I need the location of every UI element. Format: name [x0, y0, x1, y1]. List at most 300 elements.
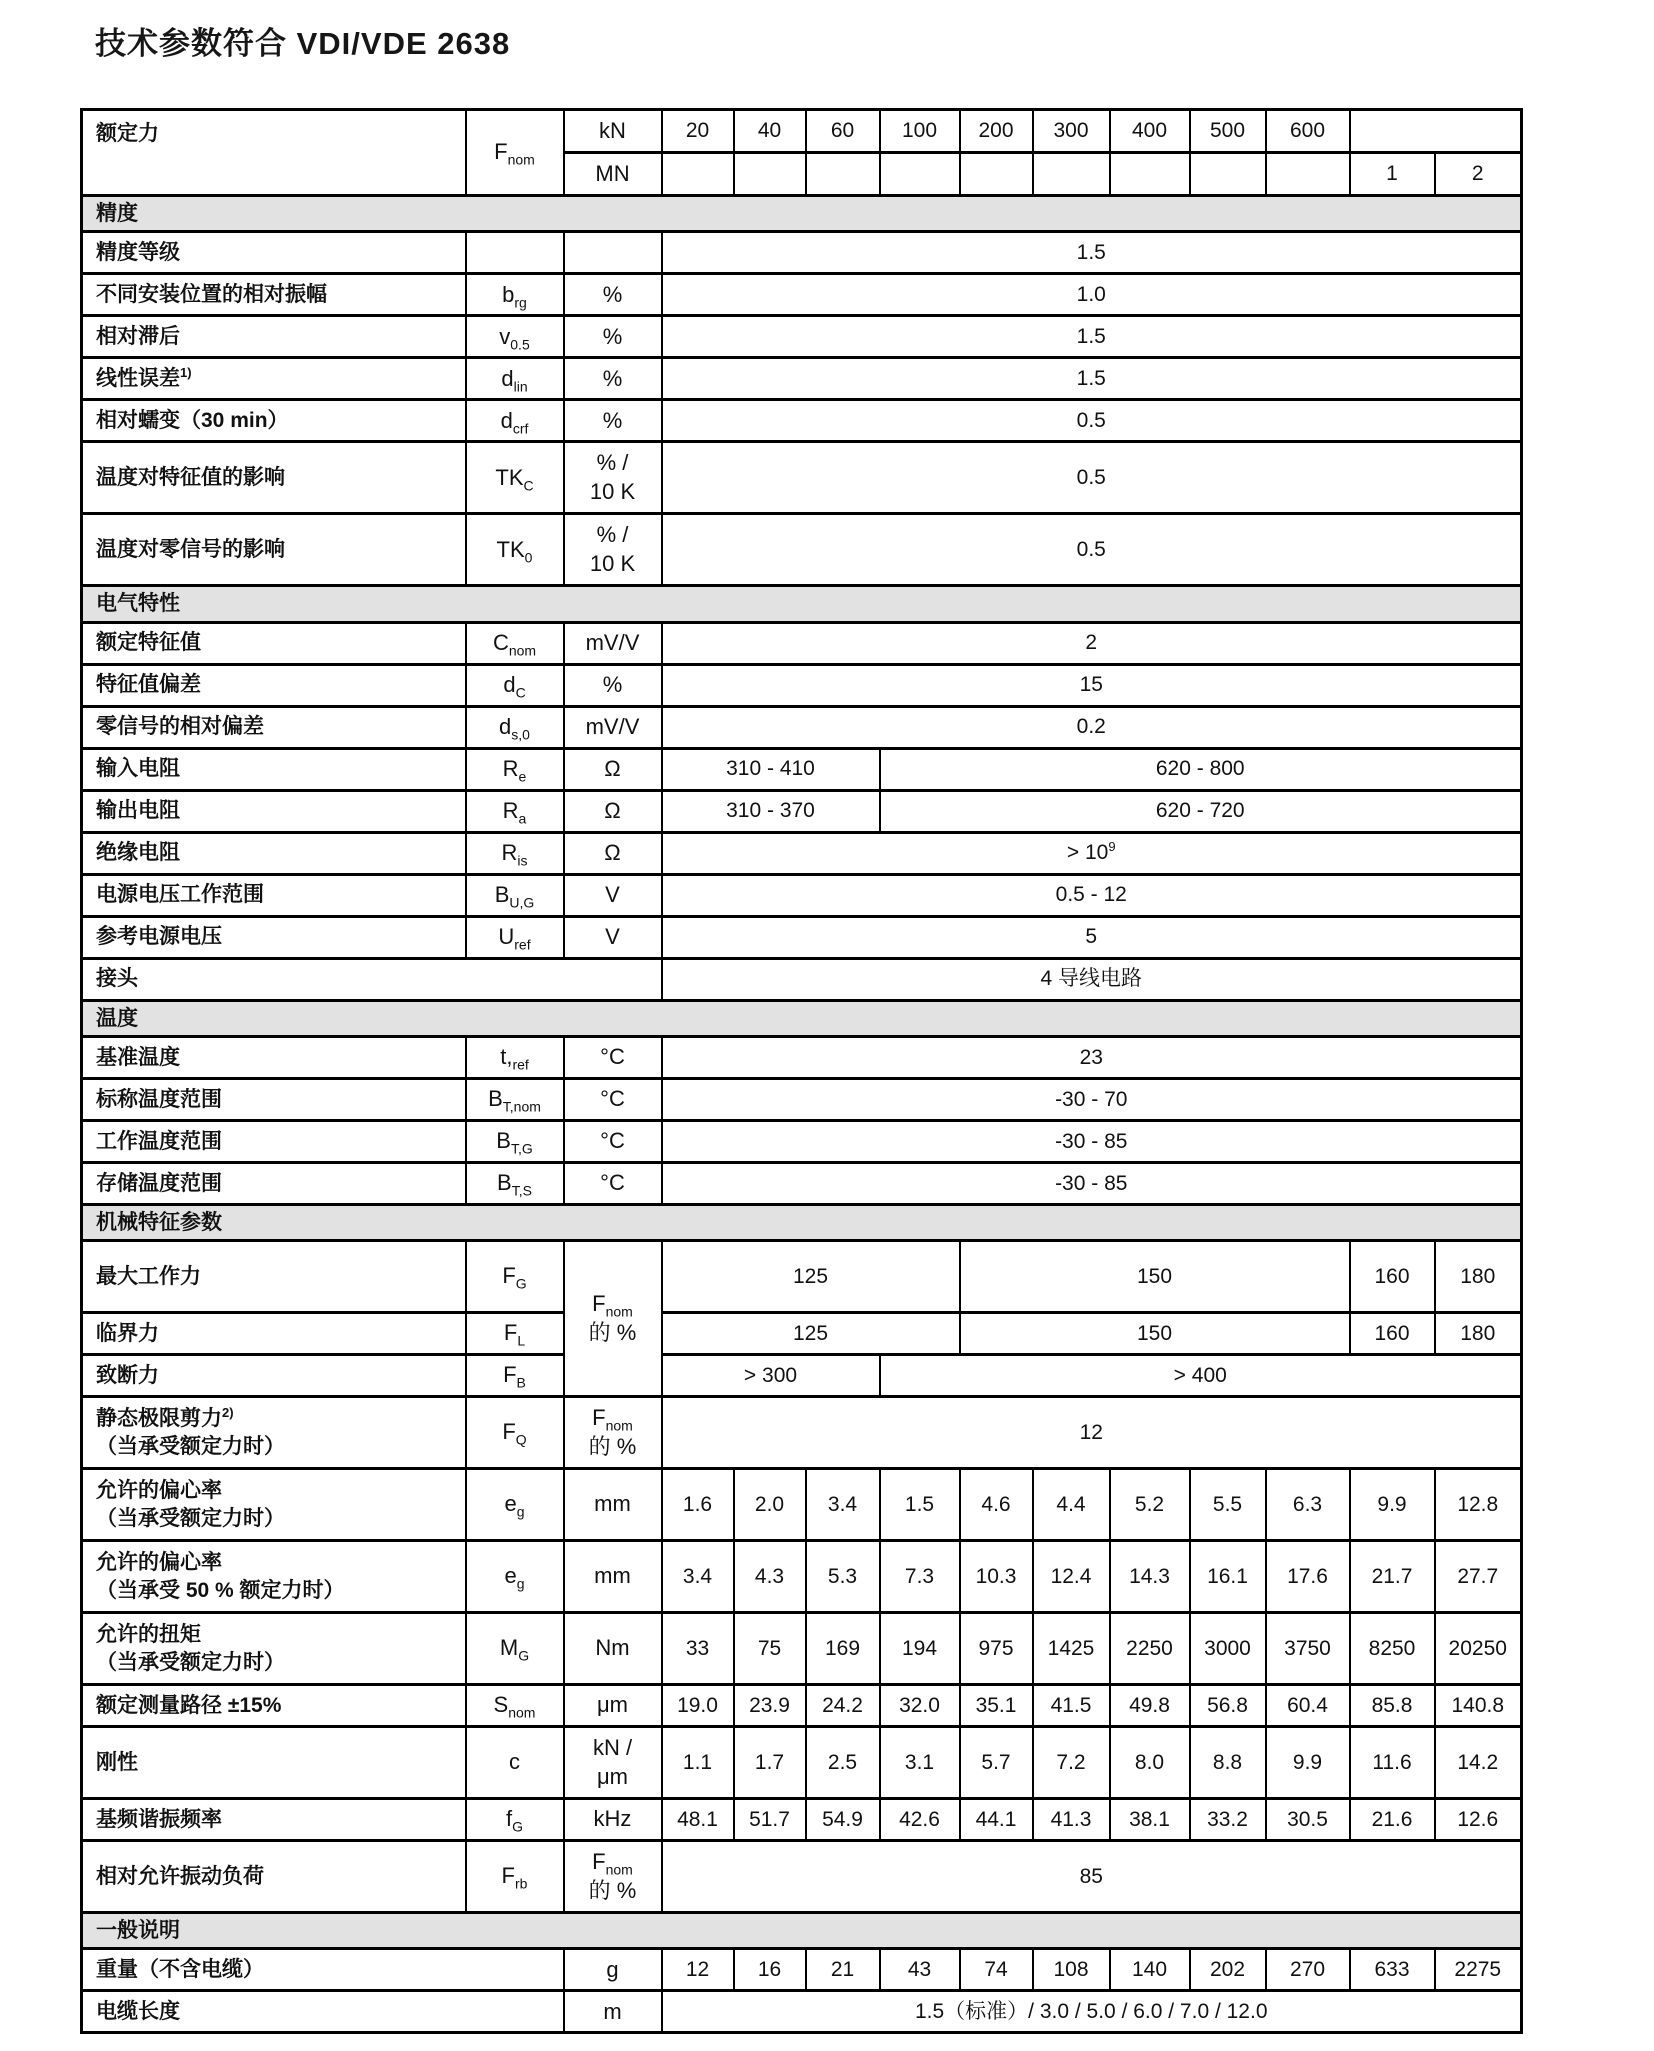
section-label: 一般说明	[82, 1913, 1522, 1949]
symbol-base: v	[499, 323, 511, 349]
symbol-subscript: a	[518, 810, 527, 827]
value-cell	[662, 664, 1522, 706]
value-text: 12	[1079, 1421, 1103, 1445]
symbol-subscript: ref	[514, 936, 531, 953]
value-text: 15	[1079, 673, 1103, 697]
symbol-subscript: e	[518, 768, 527, 785]
row-label-text: 基准温度	[96, 1045, 180, 1069]
value-cell: 1.5	[880, 1469, 960, 1541]
spec-row	[82, 1799, 1522, 1841]
value-cell	[1435, 1241, 1522, 1313]
unit-suffix: 的 %	[588, 1433, 637, 1459]
symbol-base: d	[499, 713, 512, 739]
row-label	[82, 316, 466, 358]
symbol-subscript: crf	[512, 419, 529, 436]
row-label-line2: （当承受 50 % 额定力时）	[96, 1578, 345, 1602]
section-label: 精度	[82, 196, 1522, 232]
value-cell: 2.5	[806, 1727, 880, 1799]
row-unit: %	[564, 400, 662, 442]
row-label	[82, 1541, 466, 1613]
symbol-base: f	[505, 1806, 513, 1832]
row-label	[82, 916, 466, 958]
row-label-text: 最大工作力	[96, 1265, 201, 1289]
row-label	[82, 232, 466, 274]
row-unit: °C	[564, 1120, 662, 1162]
value-cell: 12	[662, 1949, 734, 1991]
unit-line2: 10 K	[589, 478, 636, 504]
value-cell	[662, 358, 1522, 400]
value-cell	[662, 790, 880, 832]
value-cell: 194	[880, 1613, 960, 1685]
value-text: 1.0	[1076, 283, 1106, 307]
unit-line1: % /	[596, 450, 629, 476]
header-empty-cell	[1350, 110, 1522, 153]
value-cell: 30.5	[1266, 1799, 1350, 1841]
mn-unit-cell: MN	[564, 153, 662, 196]
value-cell: 5.7	[960, 1727, 1033, 1799]
row-label-line2: （当承受额定力时）	[96, 1506, 285, 1530]
section-label: 机械特征参数	[82, 1204, 1522, 1240]
value-cell: 8250	[1350, 1613, 1435, 1685]
value-cell: 1.1	[662, 1727, 734, 1799]
value-cell: 10.3	[960, 1541, 1033, 1613]
value-text: 85	[1079, 1865, 1103, 1889]
section-row	[82, 1000, 1522, 1036]
value-cell: 4.4	[1033, 1469, 1110, 1541]
row-label	[82, 358, 466, 400]
value-cell	[662, 958, 1522, 1000]
row-symbol	[466, 622, 564, 664]
row-symbol	[466, 1162, 564, 1204]
row-symbol	[466, 232, 564, 274]
spec-row	[82, 1120, 1522, 1162]
value-cell	[662, 1162, 1522, 1204]
value-cell: 33.2	[1190, 1799, 1266, 1841]
value-cell: 9.9	[1350, 1469, 1435, 1541]
value-cell: 140.8	[1435, 1685, 1522, 1727]
row-unit	[564, 1241, 662, 1397]
row-symbol	[466, 1613, 564, 1685]
value-text: > 400	[1173, 1364, 1227, 1388]
force-column-header: 60	[806, 110, 880, 153]
spec-row	[82, 1613, 1522, 1685]
value-text: -30 - 70	[1055, 1087, 1128, 1111]
value-cell: 14.2	[1435, 1727, 1522, 1799]
symbol-subscript: nom	[508, 1704, 536, 1721]
symbol-base: F	[502, 1419, 516, 1445]
spec-row	[82, 958, 1522, 1000]
rated-force-label: 额定力	[82, 110, 466, 196]
row-label-text: 电缆长度	[96, 2000, 180, 2024]
spec-row	[82, 1355, 1522, 1397]
row-symbol	[466, 916, 564, 958]
row-symbol	[466, 706, 564, 748]
value-cell: 41.5	[1033, 1685, 1110, 1727]
value-cell: 60.4	[1266, 1685, 1350, 1727]
value-cell: 49.8	[1110, 1685, 1190, 1727]
spec-row	[82, 1469, 1522, 1541]
spec-row	[82, 832, 1522, 874]
row-label	[82, 1120, 466, 1162]
row-label-text: 额定特征值	[96, 631, 201, 655]
value-cell	[662, 1991, 1522, 2033]
row-label-text: 绝缘电阻	[96, 841, 180, 865]
symbol-base: R	[502, 755, 519, 781]
force-column-header: 300	[1033, 110, 1110, 153]
force-column-header: 600	[1266, 110, 1350, 153]
unit-symbol-base: F	[592, 1291, 606, 1317]
spec-row	[82, 514, 1522, 586]
value-cell: 75	[734, 1613, 806, 1685]
value-cell: 19.0	[662, 1685, 734, 1727]
row-unit: mm	[564, 1541, 662, 1613]
symbol-subscript: g	[516, 1575, 525, 1592]
row-symbol	[466, 790, 564, 832]
symbol-base: b	[502, 281, 515, 307]
row-label	[82, 748, 466, 790]
symbol-base: TK	[496, 536, 525, 562]
symbol-base: M	[499, 1635, 519, 1661]
row-label-text: 临界力	[96, 1322, 159, 1346]
value-cell: 3000	[1190, 1613, 1266, 1685]
row-label-text: 静态极限剪力	[96, 1407, 222, 1431]
force-column-header: 1	[1350, 153, 1435, 196]
spec-row	[82, 316, 1522, 358]
unit-line2: 10 K	[589, 550, 636, 576]
section-row	[82, 196, 1522, 232]
symbol-subscript: 0.5	[510, 335, 530, 352]
symbol-subscript: G	[515, 1275, 527, 1292]
value-text: 160	[1374, 1265, 1410, 1289]
value-cell: 16	[734, 1949, 806, 1991]
row-symbol	[466, 1727, 564, 1799]
symbol-base: F	[494, 139, 508, 165]
footnote-marker: 2)	[222, 1405, 234, 1421]
row-unit: %	[564, 358, 662, 400]
value-cell: 21	[806, 1949, 880, 1991]
row-unit	[564, 514, 662, 586]
value-cell: 12.4	[1033, 1541, 1110, 1613]
row-label-text: 参考电源电压	[96, 925, 222, 949]
row-label-text: 存储温度范围	[96, 1171, 222, 1195]
symbol-subscript: T,G	[510, 1140, 533, 1157]
value-text: 0.5	[1076, 538, 1106, 562]
value-text: 1.5（标准）/ 3.0 / 5.0 / 6.0 / 7.0 / 12.0	[914, 2000, 1268, 2024]
row-label	[82, 1162, 466, 1204]
row-symbol	[466, 832, 564, 874]
fnom-symbol	[466, 110, 564, 196]
row-symbol	[466, 316, 564, 358]
value-cell: 3.1	[880, 1727, 960, 1799]
symbol-base: t,	[500, 1044, 513, 1070]
symbol-subscript: G	[518, 1647, 530, 1664]
value-exponent: 9	[1108, 839, 1116, 855]
value-cell	[662, 1841, 1522, 1913]
unit-symbol-subscript: nom	[605, 1417, 633, 1434]
value-cell: 1425	[1033, 1613, 1110, 1685]
value-cell: 32.0	[880, 1685, 960, 1727]
row-label	[82, 1313, 466, 1355]
spec-row	[82, 1541, 1522, 1613]
row-unit: %	[564, 274, 662, 316]
value-text: 5	[1085, 925, 1098, 949]
symbol-base: d	[501, 365, 514, 391]
row-label-text: 接头	[96, 967, 138, 991]
row-unit: m	[564, 1991, 662, 2033]
symbol-subscript: T,nom	[502, 1098, 541, 1115]
row-label-text: 标称温度范围	[96, 1087, 222, 1111]
row-label-text: 零信号的相对偏差	[96, 715, 264, 739]
value-cell: 975	[960, 1613, 1033, 1685]
spec-table	[80, 108, 1523, 2034]
value-cell: 2275	[1435, 1949, 1522, 1991]
row-label	[82, 1727, 466, 1799]
force-column-header: 20	[662, 110, 734, 153]
symbol-base: R	[502, 797, 519, 823]
symbol-subscript: ref	[512, 1056, 529, 1073]
value-cell	[662, 832, 1522, 874]
value-cell: 21.6	[1350, 1799, 1435, 1841]
value-cell: 1.6	[662, 1469, 734, 1541]
spec-row	[82, 664, 1522, 706]
header-empty-cell	[806, 153, 880, 196]
row-label-text: 温度对零信号的影响	[96, 538, 285, 562]
spec-row	[82, 358, 1522, 400]
row-unit: Ω	[564, 832, 662, 874]
row-unit	[564, 1397, 662, 1469]
value-cell: 7.3	[880, 1541, 960, 1613]
value-text: 160	[1374, 1322, 1410, 1346]
value-cell: 21.7	[1350, 1541, 1435, 1613]
spec-row	[82, 1727, 1522, 1799]
value-cell: 74	[960, 1949, 1033, 1991]
row-label-text: 电源电压工作范围	[96, 883, 264, 907]
row-symbol	[466, 1355, 564, 1397]
row-label	[82, 958, 662, 1000]
value-cell: 85.8	[1350, 1685, 1435, 1727]
kn-unit-cell: kN	[564, 110, 662, 153]
symbol-subscript: C	[515, 684, 526, 701]
section-row	[82, 1204, 1522, 1240]
row-label	[82, 1841, 466, 1913]
value-cell	[1350, 1241, 1435, 1313]
row-label	[82, 1799, 466, 1841]
row-label-line2: （当承受额定力时）	[96, 1650, 285, 1674]
value-text: 4 导线电路	[1040, 967, 1142, 991]
symbol-subscript: B	[516, 1374, 526, 1391]
value-text: -30 - 85	[1055, 1129, 1128, 1153]
symbol-subscript: g	[516, 1503, 525, 1520]
row-symbol	[466, 1841, 564, 1913]
row-label	[82, 1397, 466, 1469]
value-text: 1.5	[1076, 241, 1106, 265]
section-row	[82, 586, 1522, 622]
row-symbol	[466, 748, 564, 790]
symbol-subscript: lin	[513, 377, 528, 394]
row-label-text: 允许的扭矩	[96, 1623, 201, 1647]
row-symbol	[466, 514, 564, 586]
value-text: 180	[1460, 1265, 1496, 1289]
row-symbol	[466, 1469, 564, 1541]
symbol-subscript: L	[517, 1332, 526, 1349]
value-cell: 5.2	[1110, 1469, 1190, 1541]
row-unit: g	[564, 1949, 662, 1991]
spec-table-body	[82, 110, 1522, 2033]
row-unit: V	[564, 874, 662, 916]
value-cell: 270	[1266, 1949, 1350, 1991]
row-label	[82, 1991, 564, 2033]
row-label-text: 输入电阻	[96, 757, 180, 781]
row-unit: °C	[564, 1078, 662, 1120]
row-symbol	[466, 1799, 564, 1841]
unit-line1: kN /	[592, 1735, 633, 1761]
row-label	[82, 1036, 466, 1078]
spec-row	[82, 874, 1522, 916]
row-symbol	[466, 1541, 564, 1613]
value-cell	[662, 1078, 1522, 1120]
row-label	[82, 274, 466, 316]
value-text: 620 - 800	[1155, 757, 1245, 781]
row-label-text: 相对允许振动负荷	[96, 1865, 264, 1889]
value-text: 310 - 370	[726, 799, 815, 823]
value-text: 620 - 720	[1155, 799, 1245, 823]
row-unit: kHz	[564, 1799, 662, 1841]
value-cell	[1350, 1313, 1435, 1355]
spec-row	[82, 442, 1522, 514]
value-cell: 4.3	[734, 1541, 806, 1613]
value-cell: 6.3	[1266, 1469, 1350, 1541]
value-text: 180	[1460, 1322, 1496, 1346]
row-symbol	[466, 1685, 564, 1727]
value-cell: 41.3	[1033, 1799, 1110, 1841]
row-label-text: 基频谐振频率	[96, 1808, 222, 1832]
row-label	[82, 1613, 466, 1685]
header-empty-cell	[880, 153, 960, 196]
value-text: 23	[1079, 1045, 1103, 1069]
symbol-base: U	[498, 923, 515, 949]
row-label-text: 线性误差	[96, 367, 180, 391]
row-symbol	[466, 274, 564, 316]
value-cell	[662, 1036, 1522, 1078]
row-unit: mm	[564, 1469, 662, 1541]
force-column-header: 40	[734, 110, 806, 153]
spec-row	[82, 232, 1522, 274]
value-cell: 38.1	[1110, 1799, 1190, 1841]
unit-symbol-base: F	[592, 1405, 606, 1431]
row-label	[82, 1078, 466, 1120]
spec-row	[82, 400, 1522, 442]
row-unit	[564, 232, 662, 274]
symbol-base: TK	[495, 464, 524, 490]
value-cell	[662, 1120, 1522, 1162]
row-label	[82, 1469, 466, 1541]
value-cell: 202	[1190, 1949, 1266, 1991]
value-cell: 51.7	[734, 1799, 806, 1841]
row-label-line2: （当承受额定力时）	[96, 1434, 285, 1458]
value-cell	[662, 232, 1522, 274]
symbol-subscript: G	[512, 1818, 523, 1835]
symbol-subscript: Q	[515, 1431, 527, 1448]
value-cell: 12.6	[1435, 1799, 1522, 1841]
value-text: 310 - 410	[726, 757, 815, 781]
value-cell	[662, 1355, 880, 1397]
symbol-subscript: T,S	[511, 1182, 532, 1199]
row-unit: μm	[564, 1685, 662, 1727]
row-unit: %	[564, 664, 662, 706]
row-label	[82, 514, 466, 586]
header-empty-cell	[662, 153, 734, 196]
spec-row	[82, 916, 1522, 958]
header-row	[82, 110, 1522, 153]
header-empty-cell	[1110, 153, 1190, 196]
symbol-subscript: C	[523, 476, 534, 493]
spec-row	[82, 622, 1522, 664]
spec-row	[82, 1685, 1522, 1727]
row-label	[82, 400, 466, 442]
row-unit: Ω	[564, 748, 662, 790]
row-label-text: 特征值偏差	[96, 673, 201, 697]
value-cell	[1435, 1313, 1522, 1355]
value-cell	[662, 400, 1522, 442]
spec-row	[82, 1162, 1522, 1204]
row-label-text: 刚性	[96, 1751, 138, 1775]
spec-row	[82, 1036, 1522, 1078]
symbol-base: e	[504, 1563, 517, 1589]
value-cell: 8.0	[1110, 1727, 1190, 1799]
value-cell: 35.1	[960, 1685, 1033, 1727]
value-cell: 17.6	[1266, 1541, 1350, 1613]
symbol-base: c	[509, 1749, 520, 1775]
value-cell: 43	[880, 1949, 960, 1991]
symbol-base: F	[503, 1362, 517, 1388]
value-cell: 2250	[1110, 1613, 1190, 1685]
value-text: > 10	[1066, 841, 1109, 865]
value-cell: 1.7	[734, 1727, 806, 1799]
value-text: 1.5	[1076, 367, 1106, 391]
value-cell	[662, 622, 1522, 664]
force-column-header: 400	[1110, 110, 1190, 153]
force-column-header: 2	[1435, 153, 1522, 196]
value-text: 0.5 - 12	[1055, 883, 1127, 907]
value-text: 150	[1136, 1322, 1173, 1346]
symbol-subscript: nom	[508, 642, 537, 659]
value-cell: 20250	[1435, 1613, 1522, 1685]
value-cell: 5.3	[806, 1541, 880, 1613]
value-text: -30 - 85	[1055, 1171, 1128, 1195]
value-cell	[662, 274, 1522, 316]
row-symbol	[466, 1036, 564, 1078]
row-symbol	[466, 664, 564, 706]
row-label-text: 工作温度范围	[96, 1129, 222, 1153]
spec-row	[82, 1397, 1522, 1469]
row-label	[82, 832, 466, 874]
row-label	[82, 442, 466, 514]
value-cell	[662, 748, 880, 790]
value-text: 0.5	[1076, 466, 1106, 490]
spec-row	[82, 274, 1522, 316]
row-unit	[564, 442, 662, 514]
row-label	[82, 874, 466, 916]
value-text: 125	[792, 1265, 829, 1289]
section-row	[82, 1913, 1522, 1949]
value-cell: 27.7	[1435, 1541, 1522, 1613]
row-label	[82, 1355, 466, 1397]
section-label: 电气特性	[82, 586, 1522, 622]
unit-symbol-subscript: nom	[605, 1861, 633, 1878]
header-empty-cell	[1033, 153, 1110, 196]
value-cell: 48.1	[662, 1799, 734, 1841]
spec-row	[82, 790, 1522, 832]
